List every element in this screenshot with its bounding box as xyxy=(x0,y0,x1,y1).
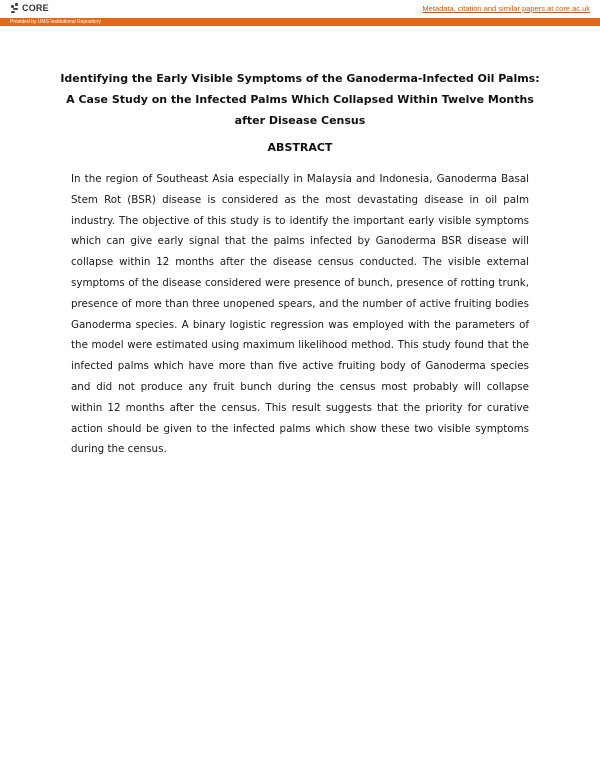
abstract-heading: ABSTRACT xyxy=(267,141,333,154)
core-header xyxy=(0,0,600,18)
core-logo-text: CORE xyxy=(22,3,49,13)
core-logo[interactable] xyxy=(10,2,49,14)
provided-by-bar xyxy=(0,18,600,26)
core-metadata-link[interactable]: Metadata, citation and similar papers at core.ac.uk xyxy=(422,4,590,13)
provided-by-text[interactable]: Provided by UMS Institutional Repository xyxy=(10,19,101,25)
paper-title: Identifying the Early Visible Symptoms of the Ganoderma-Infected Oil Palms: A Case Study on the Infected Palms Which Collapsed Within Twelve Months after Disease Census xyxy=(60,72,540,127)
core-logo-icon xyxy=(10,2,20,14)
abstract-text: In the region of Southeast Asia especially in Malaysia and Indonesia, Ganoderma Basal Stem Rot (BSR) disease is considered as the most devastating disease in oil palm industry. The objective of this study is to identify the important early visible symptoms which can give early signal that the palms infected by Ganoderma BSR disease will collapse within 12 months after the disease census conducted. The visible external symptoms of the disease considered were presence of bunch, presence of rotting trunk, presence of more than three unopened spears, and the number of active fruiting bodies Ganoderma species. A binary logistic regression was employed with the parameters of the model were estimated using maximum likelihood method. This study found that the infected palms which have more than five active fruiting body of Ganoderma species and did not produce any fruit bunch during the census most probably will collapse within 12 months after the census. This result suggests that the priority for curative action should be given to the infected palms which show these two visible symptoms during the census. xyxy=(71,173,529,456)
